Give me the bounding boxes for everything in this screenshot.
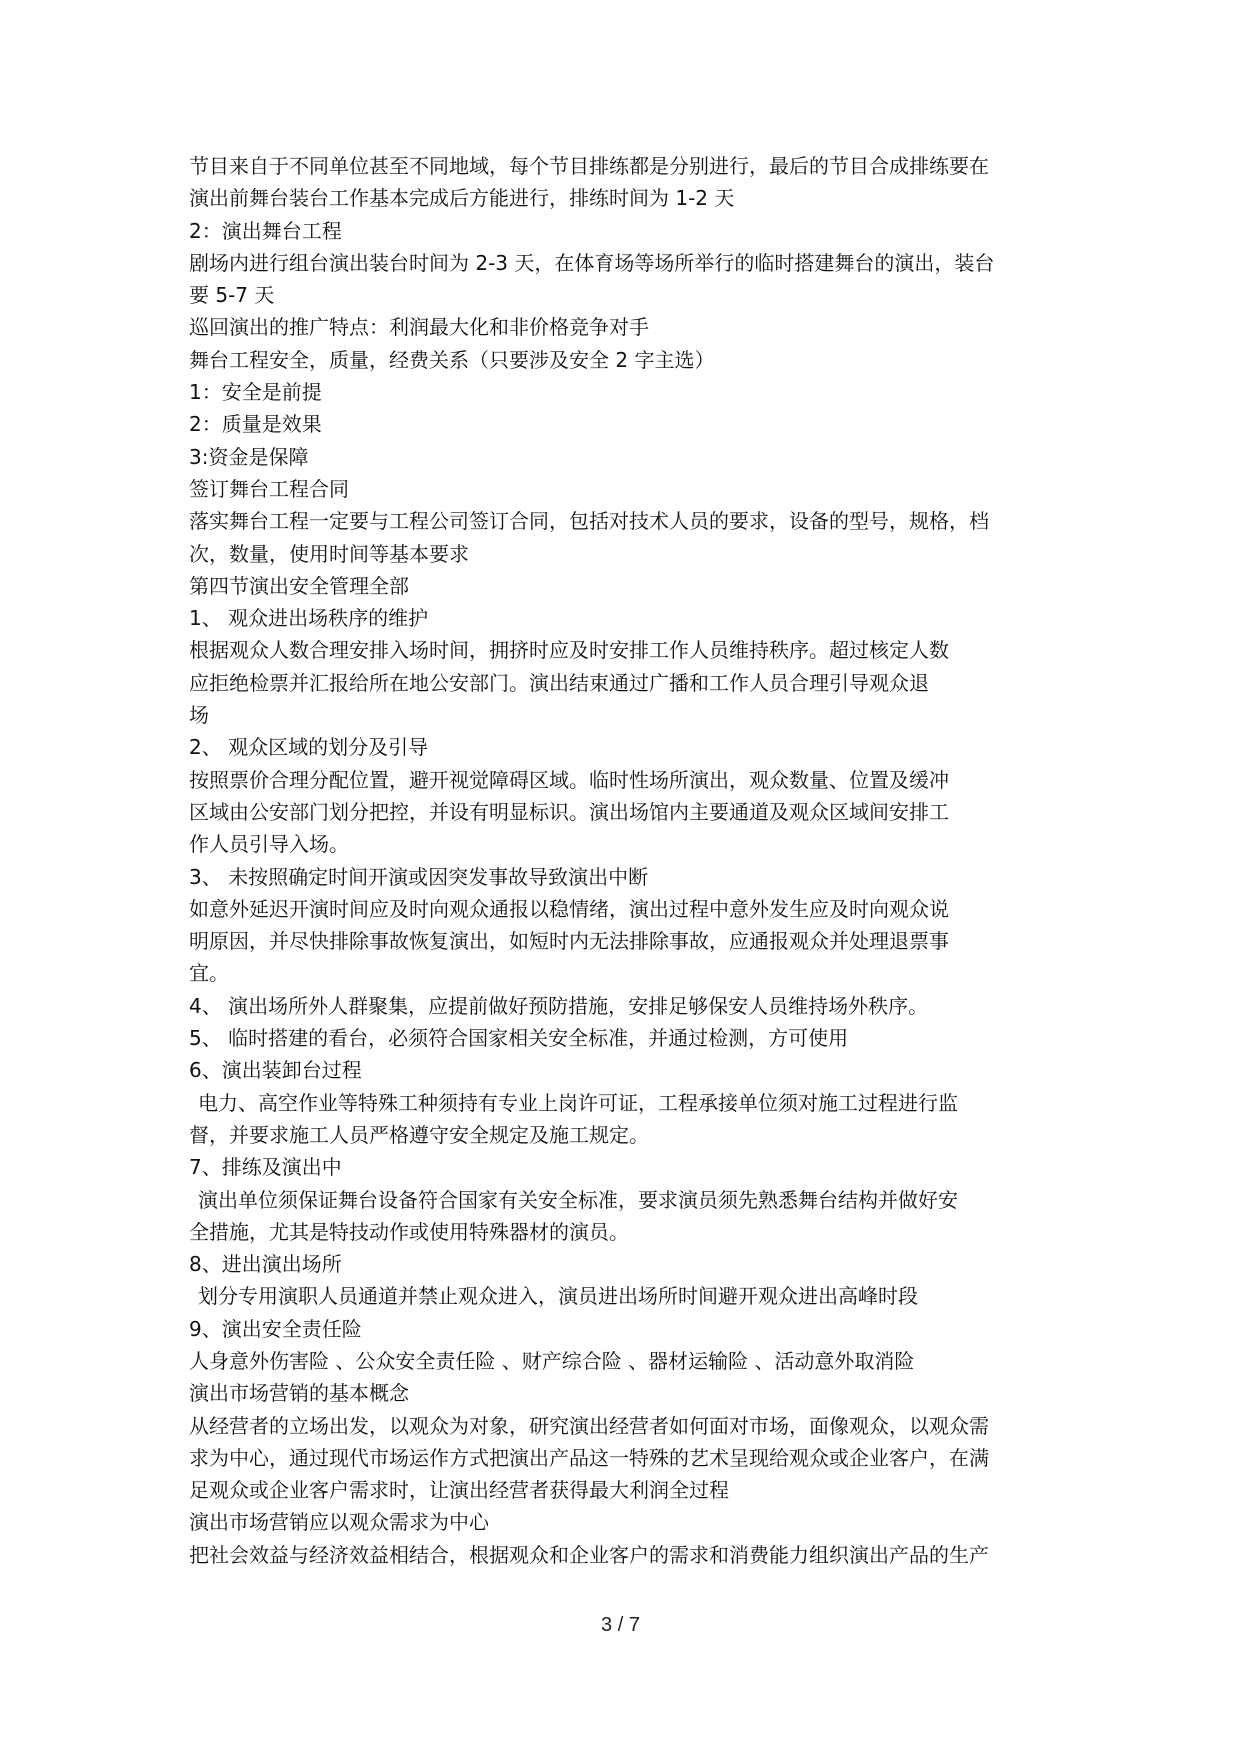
text-line: 剧场内进行组台演出装台时间为 2-3 天，在体育场等场所举行的临时搭建舞台的演出，装台 — [189, 250, 995, 275]
text-line: 全措施，尤其是特技动作或使用特殊器材的演员。 — [189, 1219, 629, 1244]
section-heading: 签订舞台工程合同 — [189, 476, 349, 501]
text-line: 根据观众人数合理安排入场时间，拥挤时应及时安排工作人员维持秩序。超过核定人数 — [189, 638, 949, 663]
list-item: 1、 观众进出场秩序的维护 — [189, 606, 429, 631]
section-heading: 演出市场营销的基本概念 — [189, 1381, 409, 1406]
text-line: 如意外延迟开演时间应及时向观众通报以稳情绪，演出过程中意外发生应及时向观众说 — [189, 896, 949, 921]
list-item: 6、演出装卸台过程 — [189, 1058, 362, 1083]
text-line: 舞台工程安全，质量，经费关系（只要涉及安全 2 字主选） — [189, 347, 715, 372]
text-line: 足观众或企业客户需求时，让演出经营者获得最大利润全过程 — [189, 1478, 729, 1503]
text-line: 巡回演出的推广特点：利润最大化和非价格竞争对手 — [189, 315, 649, 340]
text-line: 应拒绝检票并汇报给所在地公安部门。演出结束通过广播和工作人员合理引导观众退 — [189, 670, 929, 695]
text-line: 划分专用演职人员通道并禁止观众进入，演员进出场所时间避开观众进出高峰时段 — [198, 1284, 918, 1309]
text-line: 区域由公安部门划分把控，并设有明显标识。演出场馆内主要通道及观众区域间安排工 — [189, 799, 949, 824]
text-line: 作人员引导入场。 — [189, 832, 349, 857]
page-number: 3 / 7 — [601, 1614, 640, 1636]
list-item: 4、 演出场所外人群聚集，应提前做好预防措施，安排足够保安人员维持场外秩序。 — [189, 993, 929, 1018]
list-item: 1：安全是前提 — [189, 380, 322, 405]
text-line: 场 — [189, 703, 209, 728]
section-heading: 2：演出舞台工程 — [189, 218, 342, 243]
text-line: 次，数量，使用时间等基本要求 — [189, 541, 469, 566]
text-line: 演出单位须保证舞台设备符合国家有关安全标准，要求演员须先熟悉舞台结构并做好安 — [198, 1187, 958, 1212]
list-item: 5、 临时搭建的看台，必须符合国家相关安全标准，并通过检测，方可使用 — [189, 1026, 849, 1051]
list-item: 3、 未按照确定时间开演或因突发事故导致演出中断 — [189, 864, 649, 889]
body-text — [189, 150, 1069, 1571]
text-line: 电力、高空作业等特殊工种须持有专业上岗许可证，工程承接单位须对施工过程进行监 — [198, 1090, 958, 1115]
list-item: 8、进出演出场所 — [189, 1252, 342, 1277]
section-heading: 第四节演出安全管理全部 — [189, 573, 409, 598]
text-line: 按照票价合理分配位置，避开视觉障碍区域。临时性场所演出，观众数量、位置及缓冲 — [189, 767, 949, 792]
text-line: 明原因，并尽快排除事故恢复演出，如短时内无法排除事故，应通报观众并处理退票事 — [189, 929, 949, 954]
text-line: 把社会效益与经济效益相结合，根据观众和企业客户的需求和消费能力组织演出产品的生产 — [189, 1542, 989, 1567]
text-line: 宜。 — [189, 961, 229, 986]
list-item: 2、 观众区域的划分及引导 — [189, 735, 429, 760]
list-item: 7、排练及演出中 — [189, 1155, 342, 1180]
text-line: 落实舞台工程一定要与工程公司签订合同，包括对技术人员的要求，设备的型号，规格，档 — [189, 509, 989, 534]
text-line: 节目来自于不同单位甚至不同地域，每个节目排练都是分别进行，最后的节目合成排练要在 — [189, 154, 989, 178]
text-line: 求为中心，通过现代市场运作方式把演出产品这一特殊的艺术呈现给观众或企业客户，在满 — [189, 1445, 989, 1470]
text-line: 督，并要求施工人员严格遵守安全规定及施工规定。 — [189, 1122, 649, 1147]
list-item: 9、演出安全责任险 — [189, 1316, 362, 1341]
text-line: 演出前舞台装台工作基本完成后方能进行，排练时间为 1-2 天 — [189, 186, 735, 211]
text-line: 人身意外伤害险 、公众安全责任险 、财产综合险 、器材运输险 、活动意外取消险 — [189, 1348, 915, 1373]
text-line: 要 5-7 天 — [189, 283, 275, 308]
text-line: 从经营者的立场出发，以观众为对象，研究演出经营者如何面对市场，面像观众，以观众需 — [189, 1413, 989, 1438]
list-item: 2：质量是效果 — [189, 412, 322, 437]
list-item: 3:资金是保障 — [189, 444, 309, 469]
section-heading: 演出市场营销应以观众需求为中心 — [189, 1510, 489, 1535]
